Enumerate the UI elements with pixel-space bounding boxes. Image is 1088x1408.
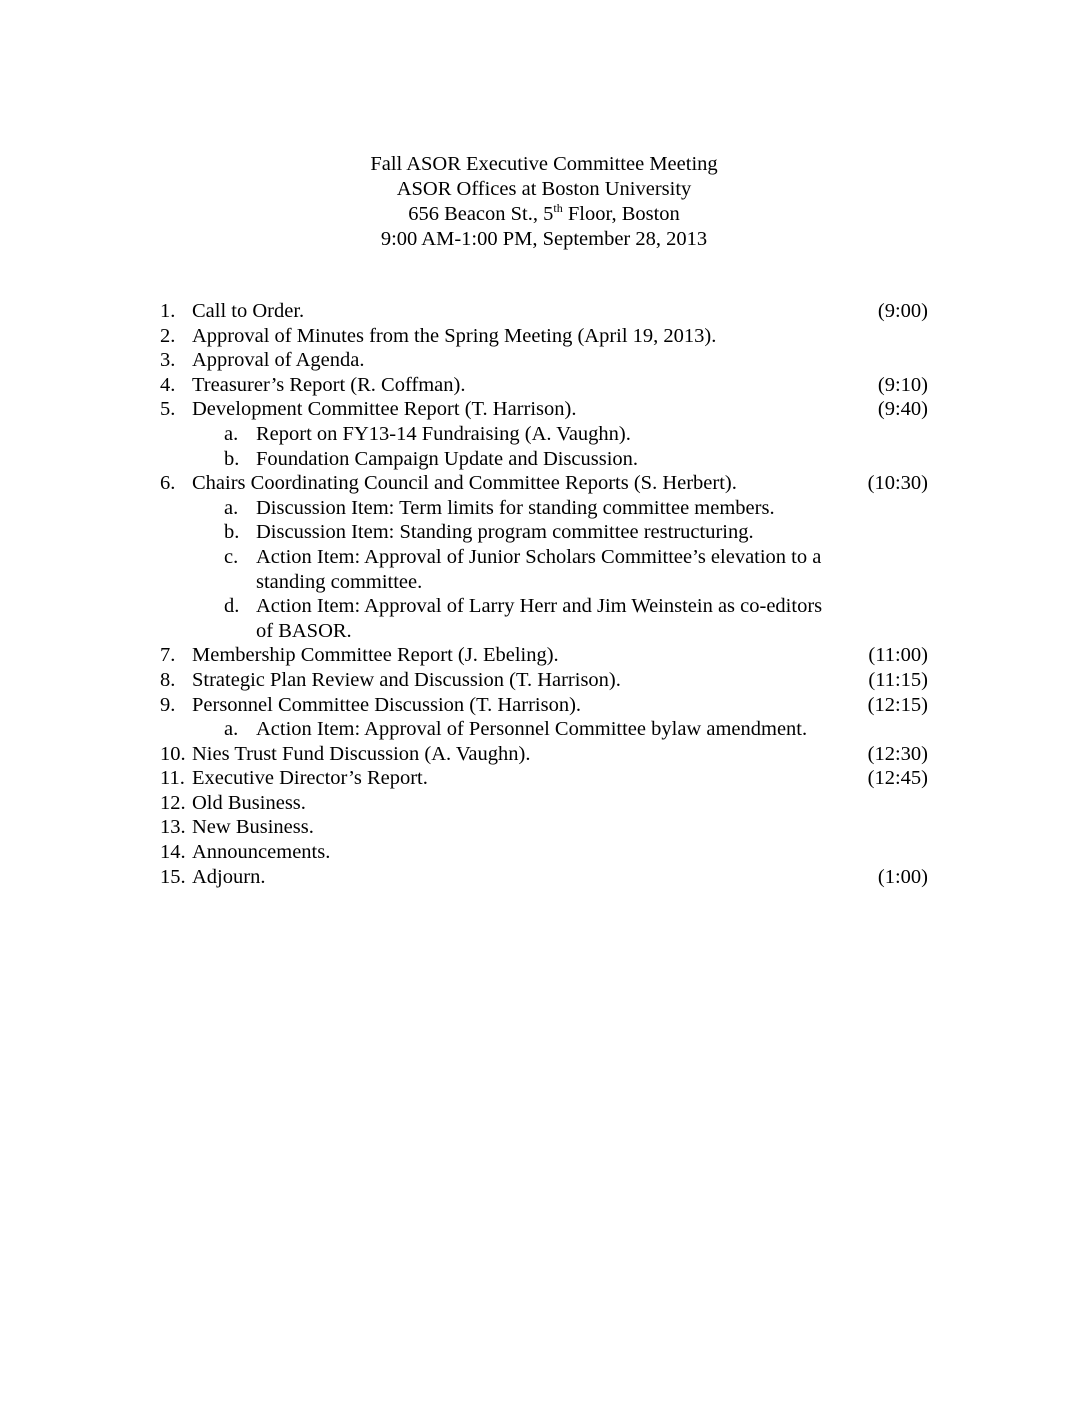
meeting-address (0, 202, 1088, 227)
subitem-letter: c. (224, 545, 239, 568)
item-text: Approval of Agenda. (192, 349, 365, 372)
subitem-text: Report on FY13-14 Fundraising (A. Vaughn). (256, 422, 631, 445)
subitem-letter: b. (224, 521, 240, 544)
item-time: (9:40) (877, 398, 928, 421)
item-number: 14. (160, 841, 186, 864)
subitem-text: Discussion Item: Term limits for standing committee members. (256, 496, 775, 519)
agenda-item (0, 324, 1088, 349)
subitem-text: Action Item: Approval of Larry Herr and Jim Weinstein as co-editors (256, 595, 823, 618)
item-time: (1:00) (877, 865, 928, 888)
subitem-letter: a. (224, 422, 239, 445)
agenda-subitem (0, 594, 1088, 619)
item-text: Personnel Committee Discussion (T. Harrison). (192, 693, 582, 716)
subitem-letter: a. (224, 718, 239, 741)
item-text: Announcements. (192, 841, 331, 864)
agenda-subitem (0, 447, 1088, 472)
agenda-subitem (0, 717, 1088, 742)
item-text: New Business. (192, 816, 314, 839)
item-time: (11:00) (868, 644, 928, 667)
item-time: (12:30) (867, 742, 928, 765)
subitem-letter: b. (224, 447, 240, 470)
item-number: 5. (160, 398, 176, 421)
item-text: Approval of Minutes from the Spring Meeting (April 19, 2013). (192, 324, 717, 347)
subitem-text: Action Item: Approval of Personnel Committee bylaw amendment. (256, 718, 808, 741)
item-time: (9:10) (877, 373, 928, 396)
item-number: 6. (160, 472, 176, 495)
meeting-time: 9:00 AM-1:00 PM, September 28, 2013 (380, 228, 708, 250)
agenda-subitem (0, 520, 1088, 545)
meeting-location: ASOR Offices at Boston University (396, 178, 692, 200)
agenda-item (0, 840, 1088, 865)
agenda-item (0, 373, 1088, 398)
item-time: (11:15) (868, 668, 928, 691)
subitem-text: Discussion Item: Standing program committee restructuring. (256, 521, 754, 544)
item-number: 12. (160, 791, 186, 814)
agenda-subitem (0, 496, 1088, 521)
address-part-2: Floor, Boston (562, 203, 680, 225)
meeting-title: Fall ASOR Executive Committee Meeting (370, 153, 718, 175)
item-number: 13. (160, 816, 186, 839)
item-text: Membership Committee Report (J. Ebeling). (192, 644, 559, 667)
item-number: 1. (160, 300, 176, 322)
address-part-1: 656 Beacon St., 5 (408, 203, 554, 225)
item-text: Strategic Plan Review and Discussion (T. Harrison). (192, 668, 621, 691)
item-time: (9:00) (877, 300, 928, 322)
item-text: Executive Director’s Report. (192, 767, 428, 790)
ordinal-suffix: th (553, 201, 563, 215)
document-header (0, 152, 1088, 252)
agenda-item (0, 791, 1088, 816)
item-time: (12:15) (867, 693, 928, 716)
subitem-text-continued: of BASOR. (256, 619, 352, 642)
item-number: 9. (160, 693, 176, 716)
item-text: Call to Order. (192, 300, 305, 322)
subitem-text: Foundation Campaign Update and Discussion. (256, 447, 639, 470)
agenda-item (0, 643, 1088, 668)
agenda-subitem (0, 545, 1088, 570)
item-number: 15. (160, 865, 186, 888)
agenda-item (0, 397, 1088, 422)
item-time: (12:45) (867, 767, 928, 790)
agenda-item (0, 299, 1088, 324)
agenda-list (0, 299, 1088, 889)
item-number: 3. (160, 349, 176, 372)
agenda-subitem-continuation (0, 619, 1088, 644)
agenda-item (0, 815, 1088, 840)
item-number: 2. (160, 324, 176, 347)
agenda-item (0, 766, 1088, 791)
subitem-text-continued: standing committee. (256, 570, 423, 593)
item-text: Old Business. (192, 791, 306, 814)
agenda-item (0, 668, 1088, 693)
item-number: 11. (160, 767, 185, 790)
subitem-text: Action Item: Approval of Junior Scholars Committee’s elevation to a (256, 545, 822, 568)
item-time: (10:30) (867, 472, 928, 495)
item-text: Adjourn. (192, 865, 266, 888)
agenda-item (0, 693, 1088, 718)
item-text: Treasurer’s Report (R. Coffman). (192, 373, 466, 396)
agenda-item (0, 742, 1088, 767)
item-text: Nies Trust Fund Discussion (A. Vaughn). (192, 742, 531, 765)
agenda-subitem-continuation (0, 570, 1088, 595)
agenda-item (0, 865, 1088, 890)
subitem-letter: a. (224, 496, 239, 519)
item-number: 7. (160, 644, 176, 667)
item-number: 10. (160, 742, 186, 765)
agenda-item (0, 471, 1088, 496)
item-text: Chairs Coordinating Council and Committee Reports (S. Herbert). (192, 472, 737, 495)
item-number: 8. (160, 668, 176, 691)
item-text: Development Committee Report (T. Harrison). (192, 398, 577, 421)
agenda-item (0, 348, 1088, 373)
subitem-letter: d. (224, 595, 240, 618)
agenda-subitem (0, 422, 1088, 447)
item-number: 4. (160, 373, 176, 396)
